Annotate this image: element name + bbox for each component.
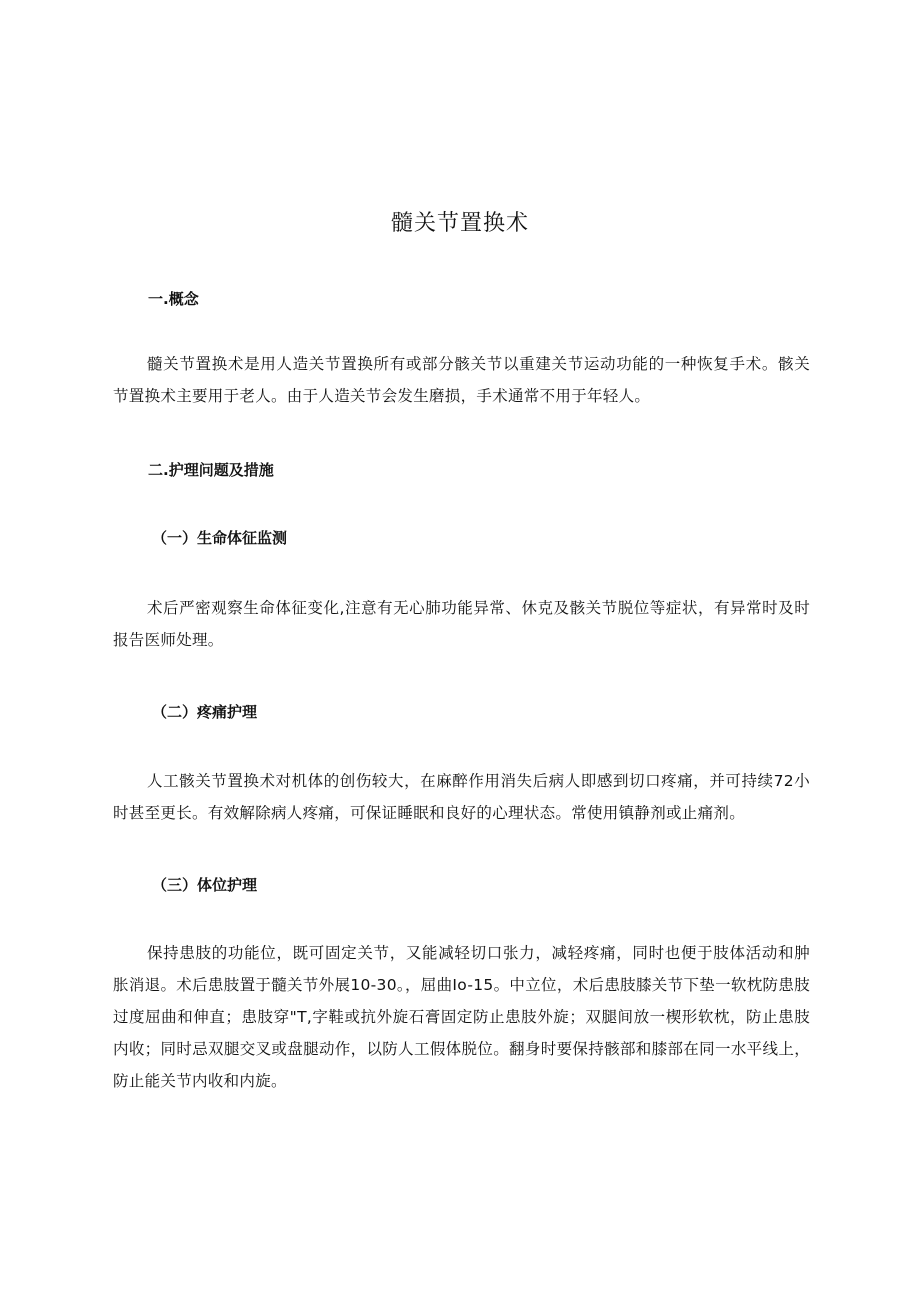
section-heading-concept: 一.概念 — [148, 290, 199, 308]
section-heading-nursing: 二.护理问题及措施 — [148, 461, 274, 479]
document-title: 髓关节置换术 — [390, 211, 529, 236]
paragraph-vital-signs: 术后严密观察生命体征变化,注意有无心肺功能异常、休克及骸关节脱位等症状，有异常时及时报告医师处理。 — [113, 599, 810, 649]
subheading-pain-care: （二）疼痛护理 — [152, 703, 258, 721]
paragraph-pain-care: 人工骸关节置换术对机体的创伤较大，在麻醉作用消失后病人即感到切口疼痛，并可持续72小时甚至更长。有效解除病人疼痛，可保证睡眠和良好的心理状态。常使用镇静剂或止痛剂。 — [113, 772, 810, 822]
subheading-position-care: （三）体位护理 — [152, 876, 258, 894]
paragraph-concept: 髓关节置换术是用人造关节置换所有或部分骸关节以重建关节运动功能的一种恢复手术。骸关节置换术主要用于老人。由于人造关节会发生磨损，手术通常不用于年轻人。 — [113, 355, 810, 405]
paragraph-position-care: 保持患肢的功能位，既可固定关节，又能减轻切口张力，减轻疼痛，同时也便于肢体活动和肿胀消退。术后患肢置于髓关节外展10-30。，屈曲Io-15。中立位，术后患肢膝关节下垫一软枕防患肢过度屈曲和伸直；患肢穿"T,字鞋或抗外旋石膏固定防止患肢外旋；双腿间放一楔形软枕，防止患肢内收；同时忌双腿交叉或盘腿动作，以防人工假体脱位。翻身时要保持骸部和膝部在同一水平线上，防止能关节内收和内旋。 — [113, 944, 810, 1090]
subheading-vital-signs: （一）生命体征监测 — [152, 529, 288, 547]
